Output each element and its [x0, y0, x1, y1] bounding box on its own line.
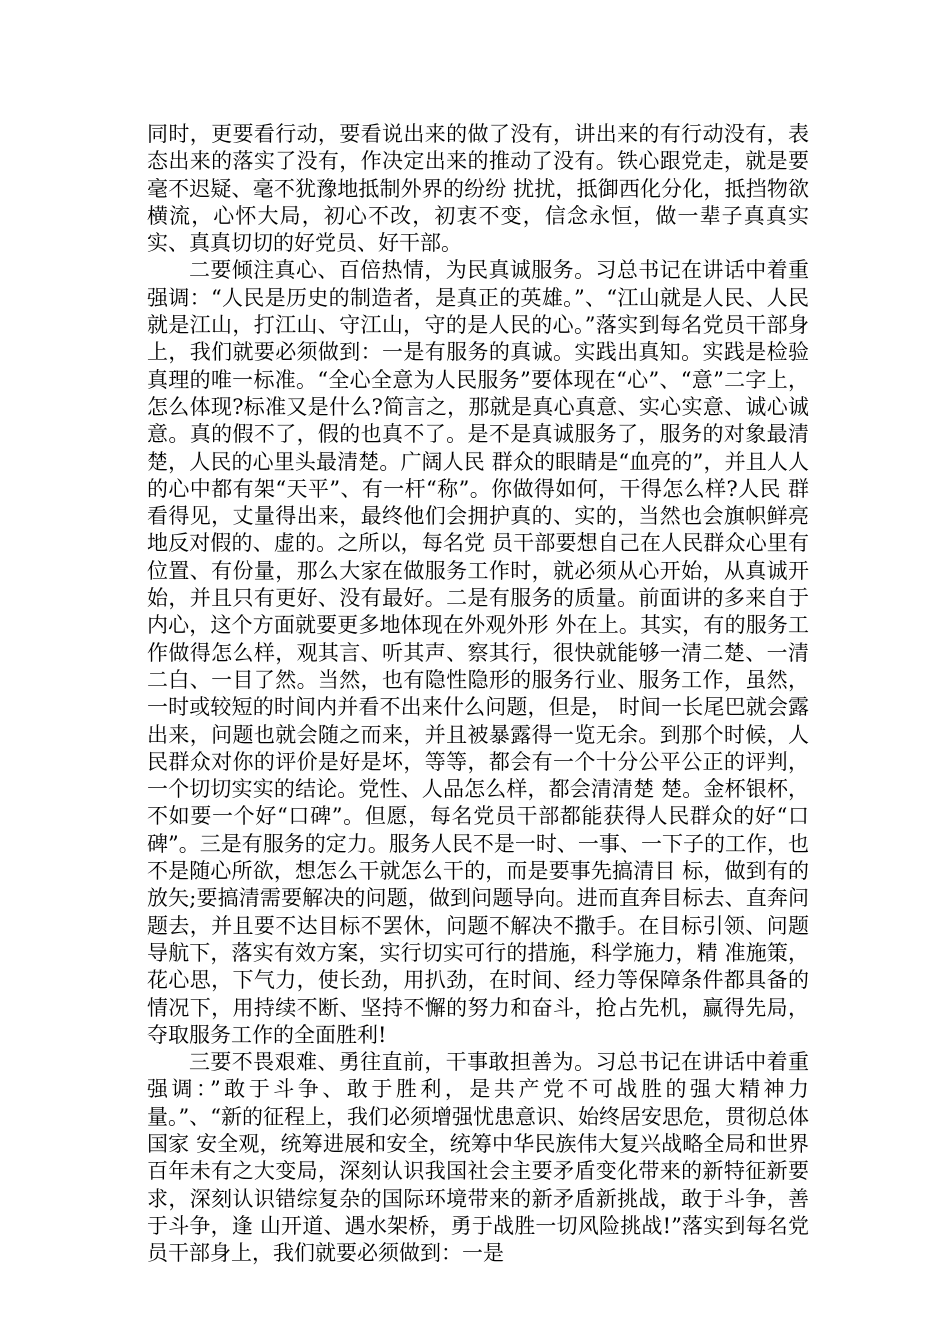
- paragraph-1: 同时，更要看行动，要看说出来的做了没有，讲出来的有行动没有，表态出来的落实了没有，作决定出来的推动了没有。铁心跟党走，就是要毫不迟疑、毫不犹豫地抵制外界的纷纷 扰扰，抵御西化分化，抵挡物欲横流，心怀大局，初心不改，初衷不变，信念永恒，做一辈子真真实实、真真切切的好党员、好干部。: [147, 122, 809, 256]
- paragraph-2: 二要倾注真心、百倍热情，为民真诚服务。习总书记在讲话中着重强调：“人民是历史的制造者，是真正的英雄。”、“江山就是人民、人民就是江山，打江山、守江山，守的是人民的心。”落实到每名党员干部身 上，我们就要必须做到：一是有服务的真诚。实践出真知。实践是检验真理的唯一标准。“全心全意为人民服务”要体现在“心”、“意”二字上，怎么体现?标准又是什么?简言之，那就是真心真意、实心实意、诚心诚意。真的假不了，假的也真不了。是不是真诚服务了，服务的对象最清楚，人民的心里头最清楚。广阔人民 群众的眼睛是“血亮的”，并且人人的心中都有架“天平”、有一杆“称”。你做得如何，干得怎么样?人民 群看得见，丈量得出来，最终他们会拥护真的、实的，当然也会旗帜鲜亮地反对假的、虚的。之所以，每名党 员干部要想自己在人民群众心里有位置、有份量，那么大家在做服务工作时，就必须从心开始，从真诚开始，并且只有更好、没有最好。二是有服务的质量。前面讲的多来自于内心，这个方面就要更多地体现在外观外形 外在上。其实，有的服务工作做得怎么样，观其言、听其声、察其行，很快就能够一清二楚、一清二白、一目了然。当然，也有隐性隐形的服务行业、服务工作，虽然，一时或较短的时间内并看不出来什么问题，但是， 时间一长尾巴就会露出来，问题也就会随之而来，并且被暴露得一览无余。到那个时候，人民群众对你的评价是好是坏，等等，都会有一个十分公平公正的评判，一个切切实实的结论。党性、人品怎么样，都会清清楚 楚。金杯银杯，不如要一个好“口碑”。但愿，每名党员干部都能获得人民群众的好“口碑”。三是有服务的定力。服务人民不是一时、一事、一下子的工作，也不是随心所欲，想怎么干就怎么干的，而是要事先搞清目 标，做到有的放矢;要搞清需要解决的问题，做到问题导向。进而直奔目标去、直奔问题去，并且要不达目标不罢休，问题不解决不撒手。在目标引领、问题导航下，落实有效方案，实行切实可行的措施，科学施力，精 准施策，花心思，下气力，使长劲，用扒劲，在时间、经力等保障条件都具备的情况下，用持续不断、坚持不懈的努力和奋斗，抢占先机，赢得先局，夺取服务工作的全面胜利!: [147, 258, 809, 1047]
- document-body: [147, 121, 809, 1267]
- paragraph-3: 三要不畏艰难、勇往直前，干事敢担善为。习总书记在讲话中着重强调：”敢于斗争、敢于胜利，是共产党不可战胜的强大精神力量。”、“新的征程上，我们必须增强忧患意识、始终居安思危，贯彻总体国家 安全观，统筹进展和安全，统筹中华民族伟大复兴战略全局和世界百年未有之大变局，深刻认识我国社会主要矛盾变化带来的新特征新要求，深刻认识错综复杂的国际环境带来的新矛盾新挑战，敢于斗争，善于斗争，逢 山开道、遇水架桥，勇于战胜一切风险挑战!”落实到每名党员干部身上，我们就要必须做到：一是: [147, 1050, 809, 1266]
